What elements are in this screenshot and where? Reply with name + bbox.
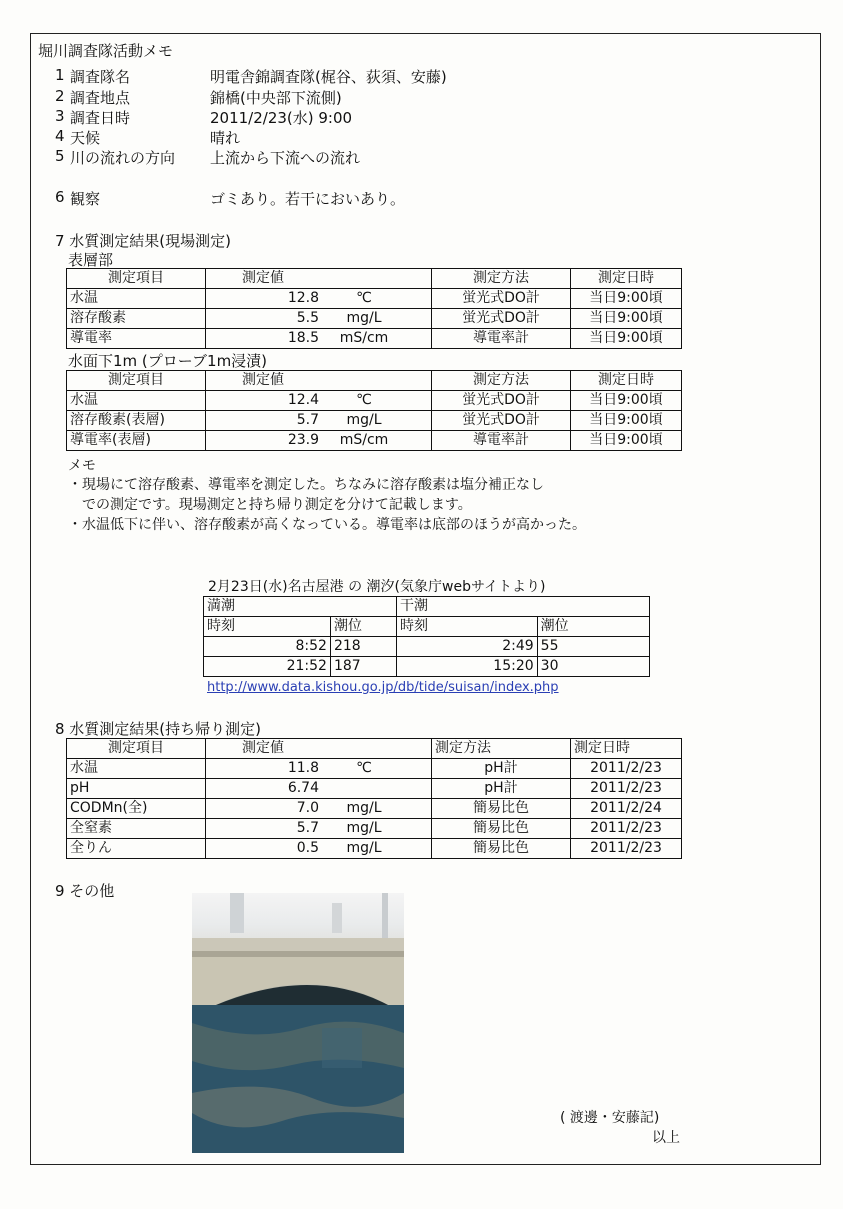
info-value: 上流から下流への流れ [210, 149, 361, 167]
info-label: 天候 [70, 129, 101, 147]
section7-title: 7 水質測定結果(現場測定) [55, 232, 232, 250]
info-value: 錦橋(中央部下流側) [210, 89, 342, 107]
date-cell: 当日9:00頃 [571, 309, 682, 329]
value-cell: 12.8 [287, 290, 319, 306]
value-cell: 18.5 [287, 330, 319, 346]
info-label: 調査地点 [70, 89, 131, 107]
tide-time-cell: 21:52 [204, 657, 331, 677]
method-cell: 導電率計 [432, 329, 571, 349]
header-cell: 測定項目 [67, 269, 206, 289]
tide-table [203, 596, 650, 677]
header-cell: 測定方法 [432, 739, 571, 759]
memo-line: ・現場にて溶存酸素、導電率を測定した。ちなみに溶存酸素は塩分補正なし [68, 477, 544, 493]
header-cell: 潮位 [537, 617, 649, 637]
tide-level-cell: 218 [330, 637, 396, 657]
method-cell: 蛍光式DO計 [432, 411, 571, 431]
takehome-table [66, 738, 682, 859]
observation-label: 観察 [70, 190, 101, 208]
item-cell: 全窒素 [67, 819, 206, 839]
header-cell: 潮位 [330, 617, 396, 637]
header-cell: 測定方法 [432, 371, 571, 391]
page-title: 堀川調査隊活動メモ [38, 42, 174, 60]
date-cell: 当日9:00頃 [571, 289, 682, 309]
method-cell: 簡易比色 [432, 839, 571, 859]
unit-cell: ℃ [356, 392, 372, 408]
header-cell: 測定方法 [432, 269, 571, 289]
item-cell: pH [67, 779, 206, 799]
memo-label: メモ [68, 458, 96, 474]
table-row [67, 799, 682, 819]
header-cell: 測定日時 [571, 739, 682, 759]
table-header-row [67, 739, 682, 759]
table-header-row [67, 269, 682, 289]
item-cell: 水温 [67, 391, 206, 411]
observation-value: ゴミあり。若干においあり。 [210, 190, 406, 208]
item-cell: 導電率(表層) [67, 431, 206, 451]
tide-level-cell: 30 [537, 657, 649, 677]
value-cell: 11.8 [287, 760, 319, 776]
tide-low-header: 干潮 [397, 597, 650, 617]
info-label: 川の流れの方向 [70, 149, 176, 167]
header-cell: 測定項目 [67, 371, 206, 391]
method-cell: 蛍光式DO計 [432, 391, 571, 411]
method-cell: 簡易比色 [432, 799, 571, 819]
section8-title: 8 水質測定結果(持ち帰り測定) [55, 720, 262, 738]
tide-high-header: 満潮 [204, 597, 397, 617]
method-cell: pH計 [432, 779, 571, 799]
unit-cell: mS/cm [339, 432, 389, 448]
table-row [67, 309, 682, 329]
item-cell: 水温 [67, 759, 206, 779]
unit-cell: mg/L [346, 820, 382, 836]
value-cell: 5.7 [296, 820, 319, 836]
info-value: 晴れ [210, 129, 241, 147]
header-cell: 測定値 [206, 739, 432, 759]
value-cell: 23.9 [287, 432, 319, 448]
tide-time-cell: 8:52 [204, 637, 331, 657]
section9-title: 9 その他 [55, 882, 115, 900]
unit-cell: mg/L [346, 412, 382, 428]
table-row [204, 657, 650, 677]
unit-cell: ℃ [356, 760, 372, 776]
table-row [204, 637, 650, 657]
info-label: 調査隊名 [70, 68, 131, 86]
value-cell: 6.74 [287, 780, 319, 796]
tide-source-link[interactable]: http://www.data.kishou.go.jp/db/tide/suisan/index.php [207, 680, 559, 695]
tide-level-cell: 187 [330, 657, 396, 677]
item-cell: 全りん [67, 839, 206, 859]
method-cell: 導電率計 [432, 431, 571, 451]
item-cell: 溶存酸素 [67, 309, 206, 329]
bridge-photo [192, 893, 404, 1153]
table-row [67, 329, 682, 349]
info-num: 5 [55, 147, 65, 165]
table-row [67, 759, 682, 779]
memo-line: での測定です。現場測定と持ち帰り測定を分けて記載します。 [82, 497, 472, 513]
item-cell: 水温 [67, 289, 206, 309]
method-cell: 簡易比色 [432, 819, 571, 839]
table-row [67, 839, 682, 859]
info-num: 3 [55, 107, 65, 125]
item-cell: CODMn(全) [67, 799, 206, 819]
date-cell: 当日9:00頃 [571, 329, 682, 349]
info-num: 1 [55, 66, 65, 84]
table-row [67, 289, 682, 309]
table-row [67, 431, 682, 451]
date-cell: 2011/2/23 [571, 759, 682, 779]
unit-cell: mg/L [346, 840, 382, 856]
surface-table [66, 268, 682, 349]
table-header-row [67, 371, 682, 391]
table-header-row [204, 597, 650, 617]
deep-label: 水面下1m (プローブ1m浸漬) [68, 352, 268, 370]
table-row [67, 391, 682, 411]
header-cell: 測定値 [206, 269, 432, 289]
tide-time-cell: 15:20 [397, 657, 538, 677]
method-cell: 蛍光式DO計 [432, 309, 571, 329]
table-row [67, 411, 682, 431]
item-cell: 導電率 [67, 329, 206, 349]
date-cell: 当日9:00頃 [571, 411, 682, 431]
observation-num: 6 [55, 188, 65, 206]
header-cell: 測定日時 [571, 371, 682, 391]
info-value: 明電舎錦調査隊(梶谷、荻須、安藤) [210, 68, 447, 86]
unit-cell: mS/cm [339, 330, 389, 346]
header-cell: 時刻 [397, 617, 538, 637]
header-cell: 測定項目 [67, 739, 206, 759]
item-cell: 溶存酸素(表層) [67, 411, 206, 431]
method-cell: 蛍光式DO計 [432, 289, 571, 309]
value-cell: 12.4 [287, 392, 319, 408]
tide-level-cell: 55 [537, 637, 649, 657]
value-cell: 7.0 [296, 800, 319, 816]
date-cell: 当日9:00頃 [571, 391, 682, 411]
unit-cell: mg/L [346, 310, 382, 326]
value-cell: 5.7 [296, 412, 319, 428]
tide-title: 2月23日(水)名古屋港 の 潮汐(気象庁webサイトより) [208, 579, 546, 595]
date-cell: 2011/2/23 [571, 819, 682, 839]
header-cell: 時刻 [204, 617, 331, 637]
table-header-row [204, 617, 650, 637]
bridge-photo-illustration [192, 893, 404, 1153]
unit-cell: ℃ [356, 290, 372, 306]
memo-line: ・水温低下に伴い、溶存酸素が高くなっている。導電率は底部のほうが高かった。 [68, 517, 586, 533]
author-signature: ( 渡邊・安藤記) [560, 1110, 660, 1126]
tide-time-cell: 2:49 [397, 637, 538, 657]
header-cell: 測定値 [206, 371, 432, 391]
method-cell: pH計 [432, 759, 571, 779]
date-cell: 2011/2/23 [571, 839, 682, 859]
unit-cell: mg/L [346, 800, 382, 816]
header-cell: 測定日時 [571, 269, 682, 289]
info-value: 2011/2/23(水) 9:00 [210, 109, 353, 127]
value-cell: 5.5 [296, 310, 319, 326]
info-num: 4 [55, 127, 65, 145]
closing-text: 以上 [652, 1130, 680, 1146]
info-label: 調査日時 [70, 109, 131, 127]
deep-table [66, 370, 682, 451]
date-cell: 当日9:00頃 [571, 431, 682, 451]
info-num: 2 [55, 87, 65, 105]
value-cell: 0.5 [296, 840, 319, 856]
surface-label: 表層部 [68, 251, 114, 269]
date-cell: 2011/2/23 [571, 779, 682, 799]
table-row [67, 779, 682, 799]
table-row [67, 819, 682, 839]
date-cell: 2011/2/24 [571, 799, 682, 819]
